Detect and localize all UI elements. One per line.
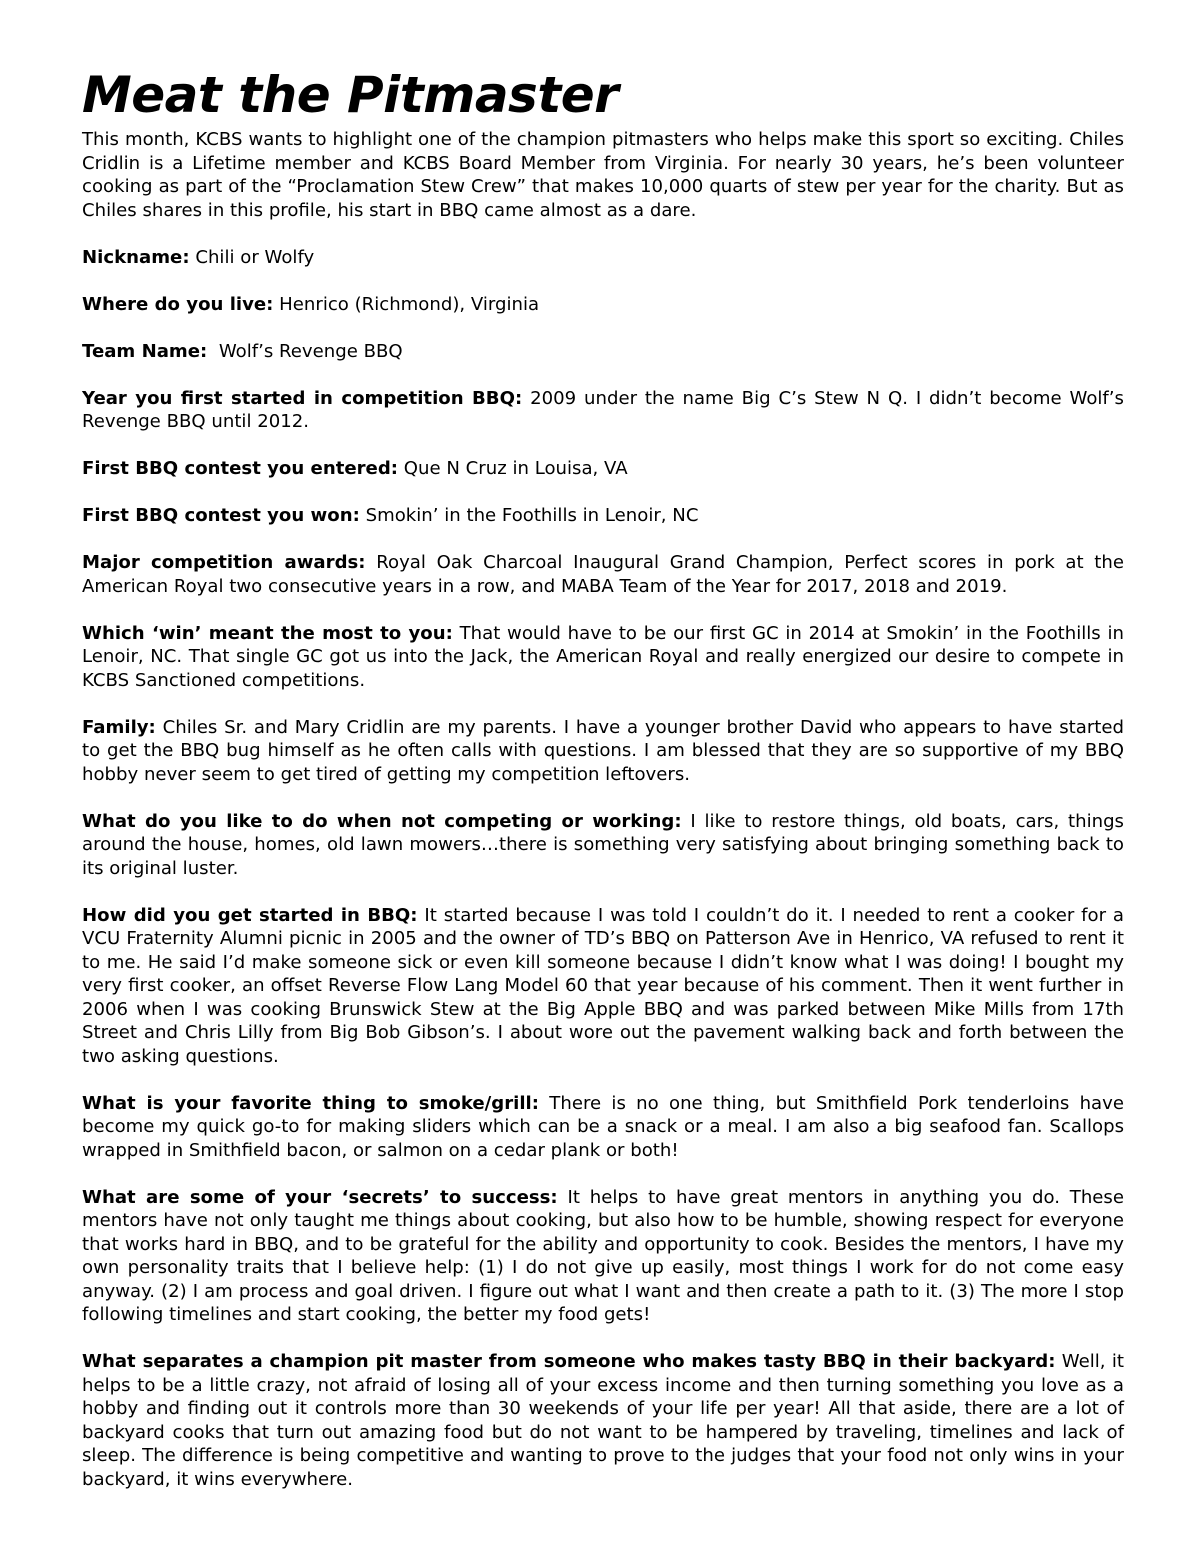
qa-year-started — [82, 387, 1124, 434]
article-title: Meat the Pitmaster — [82, 66, 619, 124]
question: What do you like to do when not competing or working: — [82, 810, 682, 832]
answer: Que N Cruz in Louisa, VA — [403, 458, 628, 479]
answer: There is no one thing, but Smithfield Pork tenderloins have become my quick go-to for making sliders which can be a snack or a meal. I am also a big seafood fan. Scallops wrapped in Smithfield bacon, or salmon on a cedar plank or both! — [82, 1092, 1124, 1161]
qa-where-live — [82, 293, 1124, 317]
answer: Smokin’ in the Foothills in Lenoir, NC — [365, 505, 699, 526]
question: First BBQ contest you won: — [82, 505, 360, 526]
question: What separates a champion pit master from someone who makes tasty BBQ in their backyard: — [82, 1351, 1056, 1372]
qa-first-contest-won — [82, 504, 1124, 528]
qa-hobbies — [82, 810, 1124, 881]
qa-nickname — [82, 246, 1124, 270]
question: Major competition awards: — [82, 552, 366, 573]
qa-major-awards — [82, 551, 1124, 598]
answer: That would have to be our first GC in 2014 at Smokin’ in the Foothills in Lenoir, NC. That single GC got us into the Jack, the American Royal and really energized our desire to compete in KCBS Sanctioned competitions. — [82, 622, 1124, 691]
question: What is your favorite thing to smoke/grill: — [82, 1092, 539, 1114]
question: Which ‘win’ meant the most to you: — [82, 622, 453, 644]
article-intro: This month, KCBS wants to highlight one of the champion pitmasters who helps make this sport so exciting. Chiles Cridlin is a Lifetime member and KCBS Board Member from Virginia. For nearly 30 years, he’s been volunteer cooking as part of the “Proclamation Stew Crew” that makes 10,000 quarts of stew per year for the charity. But as Chiles shares in this profile, his start in BBQ came almost as a dare. — [82, 129, 1124, 221]
qa-team-name — [82, 340, 1124, 364]
qa-secrets — [82, 1186, 1124, 1327]
question: First BBQ contest you entered: — [82, 458, 399, 479]
question: Nickname: — [82, 246, 190, 268]
question: Team Name: — [82, 340, 208, 362]
answer: Wolf’s Revenge BBQ — [213, 340, 403, 362]
question: Year you first started in competition BBQ: — [82, 387, 523, 409]
answer: 2009 under the name Big C’s Stew N Q. I didn’t become Wolf’s Revenge BBQ until 2012. — [82, 387, 1124, 432]
answer: Henrico (Richmond), Virginia — [279, 293, 540, 315]
answer: Chiles Sr. and Mary Cridlin are my parents. I have a younger brother David who appears to have started to get the BBQ bug himself as he often calls with questions. I am blessed that they are so supportive of my BBQ hobby never seem to get tired of getting my competition leftovers. — [82, 716, 1124, 785]
answer: It started because I was told I couldn’t do it. I needed to rent a cooker for a VCU Fraternity Alumni picnic in 2005 and the owner of TD’s BBQ on Patterson Ave in Henrico, VA refused to rent it to me. He said I’d make someone sick or even kill someone because I didn’t know what I was doing! I bought my very first cooker, an offset Reverse Flow Lang Model 60 that year because of his comment. Then it went further in 2006 when I was cooking Brunswick Stew at the Big Apple BBQ and was parked between Mike Mills from 17th Street and Chris Lilly from Big Bob Gibson’s. I about wore out the pavement walking back and forth between the two asking questions. — [82, 904, 1124, 1067]
qa-first-contest-entered — [82, 457, 1124, 481]
qa-most-meaningful-win — [82, 622, 1124, 693]
article — [82, 62, 1124, 1491]
answer: Chili or Wolfy — [195, 246, 315, 268]
answer: I like to restore things, old boats, cars, things around the house, homes, old lawn mowers…there is something very satisfying about bringing something back to its original luster. — [82, 810, 1124, 879]
answer: It helps to have great mentors in anything you do. These mentors have not only taught me things about cooking, but also how to be humble, showing respect for everyone that works hard in BBQ, and to be grateful for the ability and opportunity to cook. Besides the mentors, I have my own personality traits that I believe help: (1) I do not give up easily, most things I work for do not come easy anyway. (2) I am process and goal driven. I figure out what I want and then create a path to it. (3) The more I stop following timelines and start cooking, the better my food gets! — [82, 1186, 1124, 1325]
question: Family: — [82, 716, 156, 738]
qa-champion-difference — [82, 1350, 1124, 1491]
qa-favorite-thing — [82, 1092, 1124, 1163]
qa-how-started — [82, 904, 1124, 1069]
answer: Well, it helps to be a little crazy, not afraid of losing all of your excess income and then turning something you love as a hobby and finding out it controls more than 30 weekends of your life per year! All that aside, there are a lot of backyard cooks that turn out amazing food but do not want to be hampered by traveling, timelines and lack of sleep. The difference is being competitive and wanting to prove to the judges that your food not only wins in your backyard, it wins everywhere. — [82, 1351, 1124, 1490]
question: Where do you live: — [82, 293, 274, 315]
answer: Royal Oak Charcoal Inaugural Grand Champion, Perfect scores in pork at the American Royal two consecutive years in a row, and MABA Team of the Year for 2017, 2018 and 2019. — [82, 552, 1124, 597]
question: What are some of your ‘secrets’ to success: — [82, 1186, 558, 1208]
qa-family — [82, 716, 1124, 787]
question: How did you get started in BBQ: — [82, 904, 418, 926]
